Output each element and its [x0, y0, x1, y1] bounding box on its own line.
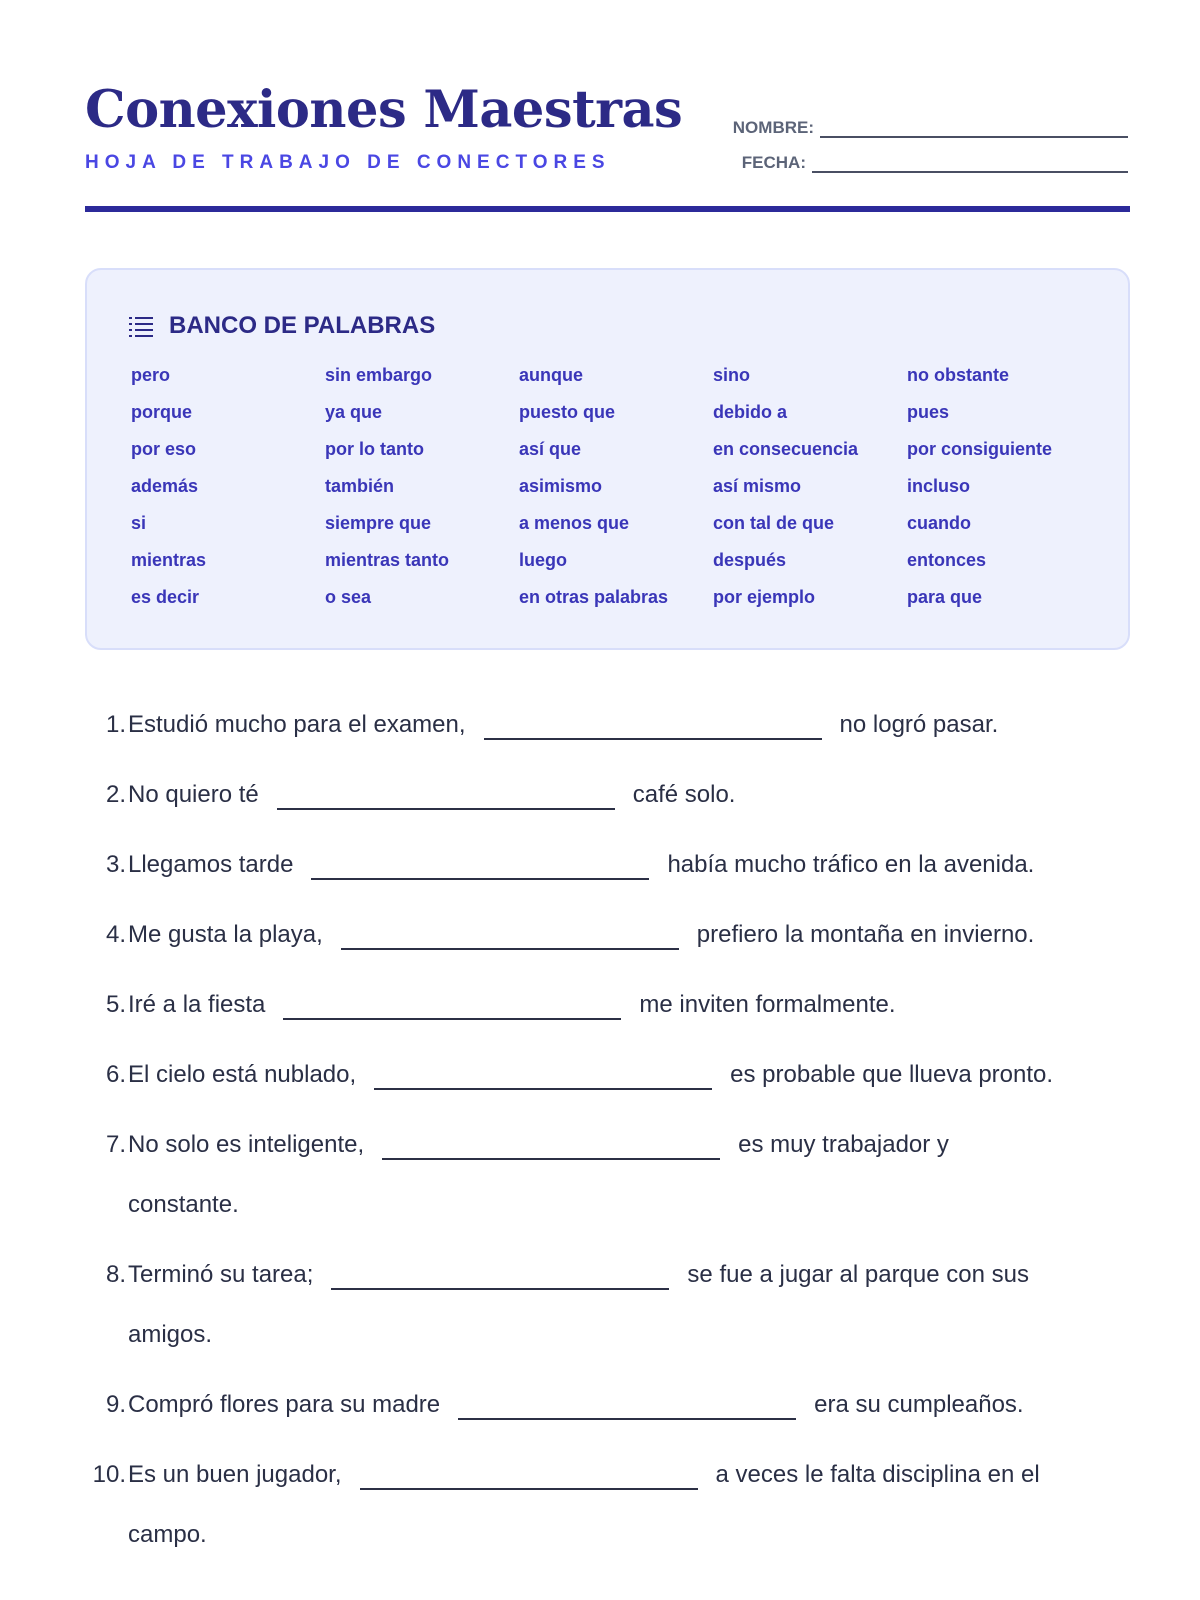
exercise-text-after: no logró pasar. — [839, 711, 999, 738]
exercise-text-before: Me gusta la playa, — [128, 921, 323, 948]
page-title: Conexiones Maestras — [85, 80, 683, 140]
word-bank-item: así mismo — [713, 476, 802, 496]
word-bank-item: después — [713, 550, 787, 570]
exercise-item — [70, 780, 1130, 810]
exercise-text-before: Estudió mucho para el examen, — [128, 711, 466, 738]
exercise-number: 6. — [105, 1061, 126, 1088]
exercise-text-continued: campo. — [128, 1521, 207, 1548]
word-bank-item: por consiguiente — [907, 439, 1053, 459]
word-bank-item: es decir — [131, 587, 200, 607]
exercise-number: 9. — [105, 1391, 126, 1418]
word-bank-item: puesto que — [519, 402, 616, 422]
exercise-text-after: a veces le falta disciplina en el — [715, 1461, 1040, 1488]
exercise-item — [70, 710, 1130, 740]
word-bank-title: BANCO DE PALABRAS — [169, 312, 436, 339]
word-bank-item: sino — [713, 365, 751, 385]
word-bank-item: además — [131, 476, 199, 496]
word-bank-item: aunque — [519, 365, 584, 385]
word-bank-item: debido a — [713, 402, 788, 422]
exercise-text-before: El cielo está nublado, — [128, 1061, 357, 1088]
answer-blank[interactable] — [360, 1466, 698, 1490]
answer-blank[interactable] — [341, 926, 679, 950]
exercise-number: 4. — [105, 921, 126, 948]
exercise-number: 8. — [105, 1261, 126, 1288]
exercise-text-after: es muy trabajador y — [738, 1131, 949, 1158]
exercise-item — [70, 1130, 1130, 1220]
exercise-list — [70, 710, 1130, 1590]
word-bank-item: entonces — [907, 550, 987, 570]
answer-blank[interactable] — [458, 1396, 796, 1420]
exercise-item — [70, 920, 1130, 950]
exercise-text-continued: amigos. — [128, 1321, 213, 1348]
word-bank-item: incluso — [907, 476, 971, 496]
exercise-number: 1. — [105, 711, 126, 738]
word-bank-item: en consecuencia — [713, 439, 859, 459]
exercise-item — [70, 1260, 1130, 1350]
answer-blank[interactable] — [484, 716, 822, 740]
header-divider — [85, 206, 1130, 212]
exercise-item — [70, 1060, 1130, 1090]
word-bank-item: no obstante — [907, 365, 1009, 385]
exercise-item — [70, 1390, 1130, 1420]
word-bank-item: si — [131, 513, 147, 533]
exercise-text-before: Iré a la fiesta — [128, 991, 266, 1018]
nombre-field[interactable] — [733, 118, 1128, 138]
word-bank-item: por lo tanto — [325, 439, 424, 459]
exercise-text-after: es probable que llueva pronto. — [730, 1061, 1054, 1088]
exercise-text-after: me inviten formalmente. — [639, 991, 896, 1018]
word-bank-item: porque — [131, 402, 192, 422]
exercise-text-before: Llegamos tarde — [128, 851, 294, 878]
word-bank-item: a menos que — [519, 513, 630, 533]
nombre-label: NOMBRE: — [732, 118, 814, 137]
exercise-text-after: prefiero la montaña en invierno. — [696, 921, 1035, 948]
word-bank-item: por eso — [131, 439, 197, 459]
list-icon — [129, 315, 155, 337]
exercise-number: 7. — [105, 1131, 126, 1158]
nombre-line[interactable] — [820, 120, 1128, 138]
exercise-number: 5. — [105, 991, 126, 1018]
word-bank-item: también — [325, 476, 395, 496]
answer-blank[interactable] — [382, 1136, 720, 1160]
exercise-item — [70, 990, 1130, 1020]
answer-blank[interactable] — [374, 1066, 712, 1090]
exercise-text-after: era su cumpleaños. — [814, 1391, 1024, 1418]
word-bank-item: luego — [519, 550, 567, 570]
answer-blank[interactable] — [283, 996, 621, 1020]
word-bank-item: para que — [907, 587, 983, 607]
exercise-number: 3. — [105, 851, 126, 878]
exercise-text-before: No quiero té — [128, 781, 259, 808]
exercise-number: 10. — [92, 1461, 126, 1488]
word-bank-item: siempre que — [325, 513, 432, 533]
fecha-label: FECHA: — [741, 153, 806, 172]
word-bank-item: o sea — [325, 587, 372, 607]
exercise-number: 2. — [105, 781, 126, 808]
word-bank-item: asimismo — [519, 476, 603, 496]
exercise-text-before: Es un buen jugador, — [128, 1461, 342, 1488]
exercise-text-before: Compró flores para su madre — [128, 1391, 441, 1418]
page-subtitle: HOJA DE TRABAJO DE CONECTORES — [85, 152, 611, 173]
word-bank-grid — [131, 365, 1101, 624]
word-bank-item: en otras palabras — [519, 587, 669, 607]
word-bank-item: pues — [907, 402, 950, 422]
answer-blank[interactable] — [311, 856, 649, 880]
exercise-item — [70, 850, 1130, 880]
exercise-text-after: café solo. — [632, 781, 736, 808]
word-bank-item: cuando — [907, 513, 972, 533]
fecha-line[interactable] — [812, 155, 1128, 173]
exercise-text-continued: constante. — [128, 1191, 239, 1218]
exercise-text-before: Terminó su tarea; — [128, 1261, 314, 1288]
word-bank-item: así que — [519, 439, 582, 459]
word-bank-item: ya que — [325, 402, 383, 422]
exercise-text-after: había mucho tráfico en la avenida. — [667, 851, 1035, 878]
exercise-text-after: se fue a jugar al parque con sus — [687, 1261, 1029, 1288]
exercise-text-before: No solo es inteligente, — [128, 1131, 365, 1158]
word-bank-item: pero — [131, 365, 171, 385]
word-bank-item: mientras tanto — [325, 550, 450, 570]
word-bank-item: con tal de que — [713, 513, 835, 533]
word-bank-item: sin embargo — [325, 365, 433, 385]
word-bank-item: mientras — [131, 550, 207, 570]
fecha-field[interactable] — [742, 153, 1128, 173]
word-bank-header — [129, 312, 435, 340]
answer-blank[interactable] — [277, 786, 615, 810]
exercise-item — [70, 1460, 1130, 1550]
word-bank-item: por ejemplo — [713, 587, 816, 607]
answer-blank[interactable] — [331, 1266, 669, 1290]
word-bank — [85, 268, 1130, 650]
